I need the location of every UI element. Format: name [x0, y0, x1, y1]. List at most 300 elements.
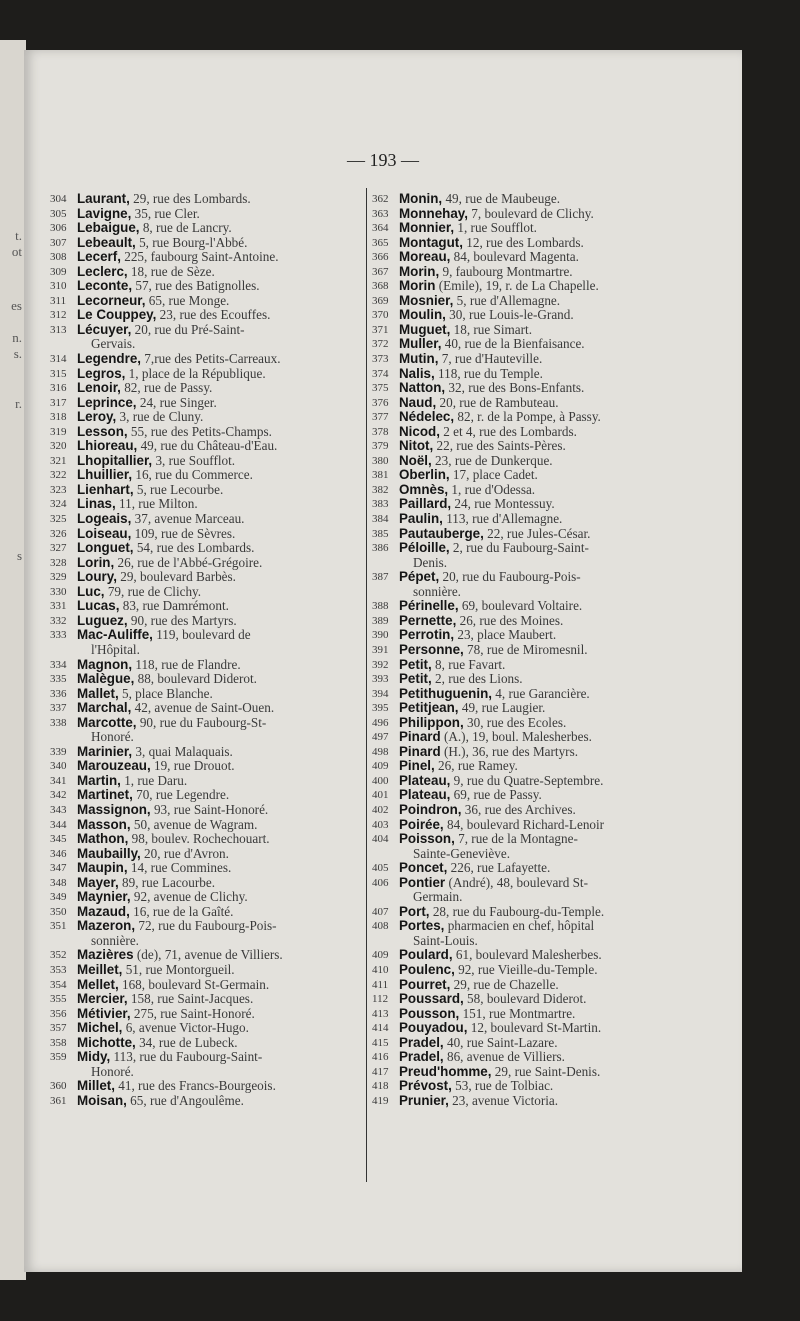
entry-address: 20, rue du Faubourg-Pois- [442, 569, 581, 585]
entry-address: 61, boulevard Malesherbes. [455, 947, 602, 963]
entry-address: 30, rue Louis-le-Grand. [449, 307, 574, 323]
entry-number: 315 [50, 367, 67, 380]
entry-name: Mercier, [77, 991, 128, 1007]
entry-number: 377 [372, 411, 389, 424]
entry-address: 90, rue du Faubourg-St- [139, 714, 267, 730]
entry-address: 24, rue Singer. [139, 394, 217, 410]
entry-number: 392 [372, 658, 389, 671]
entry-address: (de), 71, avenue de Villiers. [136, 947, 283, 963]
directory-entry [50, 890, 356, 905]
entry-address: 109, rue de Sèvres. [134, 525, 236, 541]
entry-name: Maupin, [77, 860, 128, 876]
entry-number: 400 [372, 774, 389, 787]
entry-address: 14, rue Commines. [130, 860, 232, 876]
entry-name: Paillard, [399, 496, 452, 512]
entry-address: 26, rue Ramey. [438, 758, 518, 774]
directory-entry [372, 818, 712, 833]
entry-number: 320 [50, 440, 67, 453]
directory-entry [50, 1036, 356, 1051]
entry-address: 7,rue des Petits-Carreaux. [144, 351, 281, 367]
entry-address: 16, rue de la Gaîté. [133, 903, 234, 919]
left-page-fragment: es [11, 298, 22, 313]
directory-entry [50, 250, 356, 265]
directory-entry [50, 628, 356, 657]
entry-number: 321 [50, 454, 67, 467]
directory-entry [372, 497, 712, 512]
entry-number: 350 [50, 905, 67, 918]
entry-name: Mayer, [77, 874, 119, 890]
entry-address: 30, rue des Ecoles. [467, 714, 567, 730]
entry-address: 8, rue Favart. [435, 656, 506, 672]
directory-entry [50, 236, 356, 251]
entry-number: 382 [372, 483, 389, 496]
entry-address: 24, rue Montessuy. [454, 496, 555, 512]
entry-address-continuation: Honoré. [91, 1063, 134, 1079]
entry-name: Montagut, [399, 234, 463, 250]
entry-number: 349 [50, 891, 67, 904]
entry-number: 326 [50, 527, 67, 540]
directory-entry [372, 919, 712, 948]
entry-name: Philippon, [399, 714, 464, 730]
entry-number: 409 [372, 760, 389, 773]
entry-name: Luc, [77, 583, 105, 599]
entry-address: 65, rue d'Angoulême. [130, 1092, 244, 1108]
entry-number: 307 [50, 236, 67, 249]
entry-address: 55, rue des Petits-Champs. [130, 423, 272, 439]
entry-number: 378 [372, 425, 389, 438]
entry-name: Moisan, [77, 1092, 127, 1108]
entry-address: 275, rue Saint-Honoré. [133, 1005, 255, 1021]
entry-address: 1, rue d'Odessa. [451, 481, 536, 497]
entry-address: (Emile), 19, r. de La Chapelle. [438, 278, 599, 294]
entry-number: 325 [50, 513, 67, 526]
directory-entry [50, 876, 356, 891]
entry-name: Port, [399, 903, 430, 919]
directory-entry [50, 527, 356, 542]
entry-number: 363 [372, 207, 389, 220]
entry-name: Petit, [399, 656, 432, 672]
entry-number: 346 [50, 847, 67, 860]
entry-name: Logeais, [77, 511, 132, 527]
directory-entry [372, 381, 712, 396]
entry-address: 28, rue du Faubourg-du-Temple. [432, 903, 605, 919]
entry-name: Muller, [399, 336, 442, 352]
directory-entry [372, 221, 712, 236]
entry-number: 322 [50, 469, 67, 482]
entry-name: Pinel, [399, 758, 435, 774]
entry-name: Luguez, [77, 612, 128, 628]
entry-address: 89, rue Lacourbe. [122, 874, 216, 890]
directory-entry [372, 250, 712, 265]
entry-number: 352 [50, 949, 67, 962]
entry-address: 49, rue du Château-d'Eau. [140, 438, 278, 454]
left-page-fragment: ot [11, 244, 22, 259]
entry-number: 336 [50, 687, 67, 700]
entry-number: 366 [372, 251, 389, 264]
entry-number: 416 [372, 1051, 389, 1064]
directory-entry [372, 512, 712, 527]
entry-name: Natton, [399, 380, 446, 396]
entry-address: 3, rue de Cluny. [119, 409, 204, 425]
directory-entry [50, 905, 356, 920]
directory-entry [50, 672, 356, 687]
entry-number: 496 [372, 716, 389, 729]
left-page-fragment: s. [13, 346, 22, 361]
entry-address: 168, boulevard St-Germain. [121, 976, 270, 992]
entry-name: Meillet, [77, 961, 123, 977]
entry-address: 5, rue Lecourbe. [136, 481, 224, 497]
entry-number: 337 [50, 702, 67, 715]
entry-name: Lucas, [77, 598, 120, 614]
entry-address: 5, rue Bourg-l'Abbé. [139, 234, 248, 250]
entry-number: 368 [372, 280, 389, 293]
entry-address: 72, rue du Faubourg-Pois- [138, 918, 277, 934]
directory-entry [372, 207, 712, 222]
entry-name: Marinier, [77, 743, 133, 759]
left-page-fragment: t. [15, 228, 22, 243]
directory-entry [50, 367, 356, 382]
entry-number: 330 [50, 585, 67, 598]
entry-number: 310 [50, 280, 67, 293]
directory-entry [50, 439, 356, 454]
directory-entry [50, 207, 356, 222]
entry-number: 354 [50, 978, 67, 991]
entry-name: Lebeault, [77, 234, 136, 250]
entry-number: 372 [372, 338, 389, 351]
entry-name: Mutin, [399, 351, 439, 367]
entry-name: Petit, [399, 671, 432, 687]
directory-entry [372, 483, 712, 498]
entry-name: Noël, [399, 452, 432, 468]
entry-name: Laurant, [77, 191, 130, 206]
entry-address: pharmacien en chef, hôpital [447, 918, 595, 934]
entry-name: Plateau, [399, 772, 451, 788]
entry-address: 53, rue de Tolbiac. [455, 1078, 554, 1094]
entry-name: Preud'homme, [399, 1063, 492, 1079]
entry-number: 333 [50, 629, 67, 642]
directory-entry [50, 308, 356, 323]
entry-number: 369 [372, 294, 389, 307]
entry-name: Péloille, [399, 540, 450, 556]
entry-name: Marcotte, [77, 714, 137, 730]
entry-address: 7, rue de la Montagne- [458, 831, 578, 847]
entry-address: 7, rue d'Hauteville. [441, 351, 543, 367]
entry-name: Linas, [77, 496, 116, 512]
entry-address: 20, rue de Rambuteau. [439, 394, 559, 410]
entry-name: Poindron, [399, 801, 462, 817]
entry-number: 379 [372, 440, 389, 453]
entry-number: 383 [372, 498, 389, 511]
directory-entry [372, 861, 712, 876]
entry-name: Prunier, [399, 1092, 449, 1108]
entry-number: 417 [372, 1065, 389, 1078]
directory-entry [372, 687, 712, 702]
entry-name: Pousson, [399, 1005, 460, 1021]
entry-name: Legendre, [77, 351, 141, 367]
entry-address: 3, rue Soufflot. [155, 452, 236, 468]
directory-entry [50, 745, 356, 760]
entry-address: 19, rue Drouot. [153, 758, 235, 774]
entry-address: 32, rue des Bons-Enfants. [448, 380, 585, 396]
entry-address: 42, avenue de Saint-Ouen. [134, 700, 275, 716]
entry-number: 381 [372, 469, 389, 482]
entry-number: 343 [50, 803, 67, 816]
directory-entry [50, 585, 356, 600]
entry-name: Mazeron, [77, 918, 136, 934]
entry-name: Lecorneur, [77, 292, 146, 308]
directory-entry [50, 381, 356, 396]
entry-name: Lecerf, [77, 249, 121, 265]
directory-entry [372, 410, 712, 425]
entry-number: 353 [50, 963, 67, 976]
directory-entry [50, 556, 356, 571]
entry-name: Morin, [399, 263, 440, 279]
directory-entry [372, 439, 712, 454]
entry-name: Millet, [77, 1078, 115, 1094]
entry-number: 414 [372, 1022, 389, 1035]
entry-address: 18, rue Simart. [453, 321, 533, 337]
directory-entry [372, 672, 712, 687]
entry-address: 37, avenue Marceau. [134, 511, 245, 527]
directory-entry [50, 323, 356, 352]
entry-address-continuation: sonnière. [413, 583, 461, 599]
entry-name: Leclerc, [77, 263, 128, 279]
entry-number: 314 [50, 353, 67, 366]
entry-name: Leprince, [77, 394, 137, 410]
entry-address: 5, place Blanche. [121, 685, 213, 701]
directory-entry [50, 774, 356, 789]
directory-entry [372, 643, 712, 658]
directory-entry [372, 658, 712, 673]
entry-name: Prévost, [399, 1078, 452, 1094]
entry-address: 22, rue des Saints-Pères. [436, 438, 566, 454]
directory-entry [372, 527, 712, 542]
entry-number: 376 [372, 396, 389, 409]
entry-number: 374 [372, 367, 389, 380]
entry-address: 12, rue des Lombards. [466, 234, 584, 250]
entry-number: 308 [50, 251, 67, 264]
entry-number: 359 [50, 1051, 67, 1064]
entry-address: 1, place de la République. [128, 365, 266, 381]
directory-entry [372, 468, 712, 483]
entry-number: 327 [50, 542, 67, 555]
entry-number: 371 [372, 323, 389, 336]
entry-number: 389 [372, 614, 389, 627]
entry-number: 419 [372, 1094, 389, 1107]
entry-address: 26, rue de l'Abbé-Grégoire. [117, 554, 263, 570]
entry-name: Marouzeau, [77, 758, 151, 774]
entry-address: 29, rue Saint-Denis. [494, 1063, 601, 1079]
directory-entry [372, 352, 712, 367]
entry-number: 311 [50, 294, 67, 307]
entry-name: Massignon, [77, 801, 151, 817]
entry-address: (A.), 19, boul. Malesherbes. [443, 729, 592, 745]
directory-entry [50, 818, 356, 833]
directory-entry [372, 992, 712, 1007]
entry-number: 362 [372, 193, 389, 205]
entry-number: 339 [50, 745, 67, 758]
entry-name: Malègue, [77, 671, 135, 687]
directory-entry [372, 1007, 712, 1022]
directory-entry [372, 876, 712, 905]
entry-name: Legros, [77, 365, 126, 381]
left-page-fragment: r. [15, 396, 22, 411]
entry-address: 17, place Cadet. [452, 467, 538, 483]
directory-entry [372, 308, 712, 323]
directory-entry [372, 1021, 712, 1036]
entry-number: 319 [50, 425, 67, 438]
entry-address: 158, rue Saint-Jacques. [130, 991, 254, 1007]
directory-entry [50, 847, 356, 862]
entry-number: 316 [50, 382, 67, 395]
entry-address-continuation: Honoré. [91, 729, 134, 745]
entry-name: Naud, [399, 394, 437, 410]
entry-address: 58, boulevard Diderot. [467, 991, 587, 1007]
entry-name: Masson, [77, 816, 131, 832]
entry-name: Mellet, [77, 976, 119, 992]
directory-entry [372, 236, 712, 251]
entry-number: 394 [372, 687, 389, 700]
entry-address: 9, rue du Quatre-Septembre. [453, 772, 604, 788]
entry-number: 498 [372, 745, 389, 758]
directory-entry [50, 948, 356, 963]
entry-number: 318 [50, 411, 67, 424]
entry-number: 367 [372, 265, 389, 278]
entry-number: 410 [372, 963, 389, 976]
entry-address: 84, boulevard Richard-Lenoir [446, 816, 605, 832]
left-column [50, 192, 356, 1108]
entry-address: 41, rue des Francs-Bourgeois. [118, 1078, 276, 1094]
entry-address-continuation: Germain. [413, 889, 463, 905]
entry-name: Pinard [399, 743, 441, 759]
directory-entry [50, 192, 356, 207]
entry-address: 225, faubourg Saint-Antoine. [124, 249, 279, 265]
directory-entry [50, 759, 356, 774]
entry-address: 18, rue de Sèze. [130, 263, 215, 279]
entry-number: 340 [50, 760, 67, 773]
directory-entry [50, 294, 356, 309]
entry-name: Morin [399, 278, 436, 294]
entry-name: Poulenc, [399, 961, 455, 977]
directory-entry [372, 745, 712, 760]
left-page-fragment: n. [12, 330, 22, 345]
entry-address: 9, faubourg Montmartre. [442, 263, 573, 279]
entry-address: 23, rue de Dunkerque. [435, 452, 553, 468]
entry-name: Maubailly, [77, 845, 141, 861]
directory-entry [50, 716, 356, 745]
directory-entry [50, 963, 356, 978]
entry-name: Longuet, [77, 540, 134, 556]
entry-number: 313 [50, 323, 67, 336]
directory-entry [50, 425, 356, 440]
entry-name: Portes, [399, 918, 445, 934]
page-number: — 193 — [347, 150, 419, 170]
directory-entry [372, 1050, 712, 1065]
entry-name: Lebaigue, [77, 220, 140, 236]
entry-number: 323 [50, 483, 67, 496]
directory-entry [372, 730, 712, 745]
entry-number: 407 [372, 905, 389, 918]
directory-entry [50, 861, 356, 876]
entry-name: Muguet, [399, 321, 451, 337]
entry-address: 3, quai Malaquais. [135, 743, 233, 759]
entry-name: Nalis, [399, 365, 435, 381]
entry-address: 92, rue Vieille-du-Temple. [458, 961, 598, 977]
entry-number: 329 [50, 571, 67, 584]
entry-name: Lécuyer, [77, 321, 132, 337]
entry-name: Michel, [77, 1020, 123, 1036]
entry-address: 78, rue de Miromesnil. [467, 641, 588, 657]
directory-entry [50, 687, 356, 702]
right-column [372, 192, 712, 1108]
entry-number: 386 [372, 542, 389, 555]
directory-entry [372, 628, 712, 643]
directory-entry [372, 948, 712, 963]
entry-number: 342 [50, 789, 67, 802]
directory-entry [372, 905, 712, 920]
entry-address: 23, avenue Victoria. [452, 1092, 559, 1108]
entry-number: 335 [50, 673, 67, 686]
directory-entry [50, 614, 356, 629]
entry-name: Moulin, [399, 307, 446, 323]
entry-name: Mosnier, [399, 292, 454, 308]
directory-entry [372, 279, 712, 294]
entry-number: 331 [50, 600, 67, 613]
directory-entry [372, 1079, 712, 1094]
entry-number: 401 [372, 789, 389, 802]
entry-number: 305 [50, 207, 67, 220]
entry-name: Périnelle, [399, 598, 459, 614]
entry-address: 86, avenue de Villiers. [446, 1049, 565, 1065]
directory-entry [372, 774, 712, 789]
directory-entry [372, 396, 712, 411]
directory-entry [50, 221, 356, 236]
directory-entry [50, 410, 356, 425]
directory-entry [50, 541, 356, 556]
entry-address: 93, rue Saint-Honoré. [153, 801, 269, 817]
entry-name: Mathon, [77, 831, 129, 847]
entry-address: 84, boulevard Magenta. [453, 249, 579, 265]
entry-address: 113, rue du Faubourg-Saint- [113, 1049, 263, 1065]
entry-address: 119, boulevard de [156, 627, 251, 643]
entry-number: 388 [372, 600, 389, 613]
directory-entry [372, 599, 712, 614]
entry-address: 7, boulevard de Clichy. [471, 205, 594, 221]
entry-address: 54, rue des Lombards. [136, 540, 255, 556]
entry-name: Poulard, [399, 947, 453, 963]
entry-name: Monnehay, [399, 205, 468, 221]
directory-entry [372, 759, 712, 774]
entry-name: Mallet, [77, 685, 119, 701]
entry-name: Pinard [399, 729, 441, 745]
entry-name: Martin, [77, 772, 121, 788]
entry-name: Loury, [77, 569, 117, 585]
entry-name: Leroy, [77, 409, 117, 425]
entry-name: Métivier, [77, 1005, 131, 1021]
entry-number: 345 [50, 833, 67, 846]
entry-number: 497 [372, 731, 389, 744]
entry-address: 40, rue Saint-Lazare. [446, 1034, 558, 1050]
entry-number: 344 [50, 818, 67, 831]
entry-address: 82, r. de la Pompe, à Passy. [457, 409, 601, 425]
entry-name: Le Couppey, [77, 307, 157, 323]
entry-address: 70, rue Legendre. [136, 787, 230, 803]
entry-name: Mac-Auliffe, [77, 627, 153, 643]
entry-address: 2, rue du Faubourg-Saint- [452, 540, 589, 556]
entry-address: 1, rue Soufflot. [457, 220, 537, 236]
entry-name: Monnier, [399, 220, 455, 236]
directory-entry [50, 570, 356, 585]
